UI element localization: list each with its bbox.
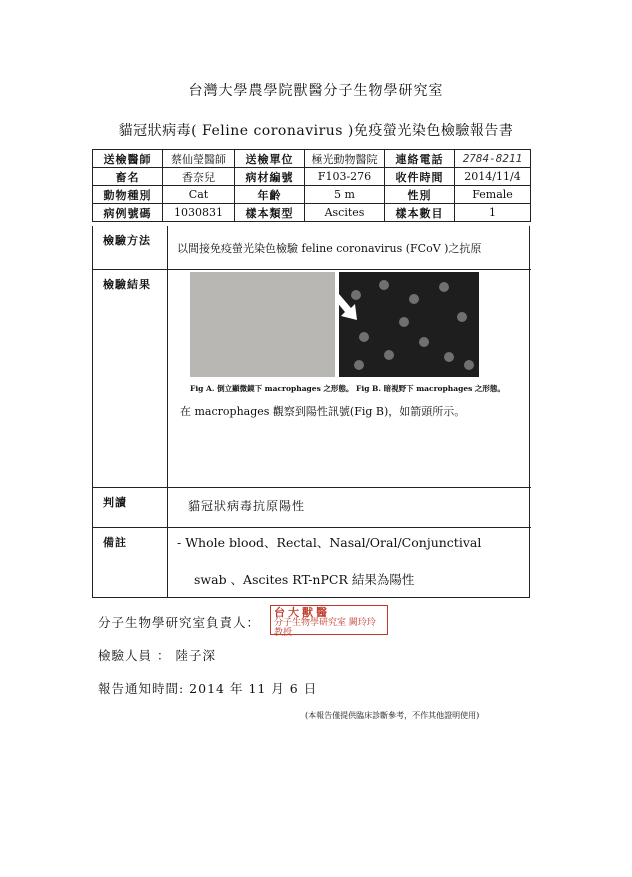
value-species: Cat bbox=[163, 186, 235, 204]
interpretation-text: 貓冠狀病毒抗原陽性 bbox=[188, 499, 306, 513]
value-sex: Female bbox=[455, 186, 531, 204]
inspector: 檢驗人員 ： 陸子深 bbox=[98, 648, 216, 663]
value-case-no: 1030831 bbox=[163, 204, 235, 222]
institution-title: 台灣大學農學院獸醫分子生物學研究室 bbox=[188, 83, 444, 99]
results-label: 檢驗結果 bbox=[103, 278, 151, 291]
label-phone: 連絡電話 bbox=[385, 150, 455, 168]
results-findings: 在 macrophages 觀察到陽性訊號(Fig B)，如箭頭所示。 bbox=[180, 405, 466, 418]
remarks-label: 備註 bbox=[103, 536, 127, 549]
label-species: 動物種別 bbox=[93, 186, 163, 204]
value-sample-id: F103-276 bbox=[305, 168, 385, 186]
micrograph-fig-a bbox=[190, 272, 335, 377]
stamp-line1: 台大獸醫 bbox=[274, 606, 330, 619]
value-age: 5 m bbox=[305, 186, 385, 204]
label-age: 年齡 bbox=[235, 186, 305, 204]
figure-caption: Fig A. 倒立顯微鏡下 macrophages 之形態。 Fig B. 暗視野下 macrophages 之形態。 bbox=[190, 384, 505, 393]
info-row bbox=[93, 186, 531, 204]
arrow-icon bbox=[339, 272, 479, 377]
label-sample-type: 樣本類型 bbox=[235, 204, 305, 222]
label-received: 收件時間 bbox=[385, 168, 455, 186]
interpretation-label: 判讀 bbox=[103, 496, 127, 509]
label-sample-id: 病材編號 bbox=[235, 168, 305, 186]
method-text: 以間接免疫螢光染色檢驗 feline coronavirus (FCoV )之抗原 bbox=[177, 242, 482, 255]
label-sample-count: 樣本數目 bbox=[385, 204, 455, 222]
info-row bbox=[93, 168, 531, 186]
label-vet: 送檢醫師 bbox=[93, 150, 163, 168]
value-received: 2014/11/4 bbox=[455, 168, 531, 186]
value-sample-type: Ascites bbox=[305, 204, 385, 222]
value-sample-count: 1 bbox=[455, 204, 531, 222]
stamp-line2: 分子生物學研究室 闕玲玲教授 bbox=[274, 618, 376, 638]
method-row bbox=[93, 226, 531, 270]
value-pet-name: 香奈兒 bbox=[163, 168, 235, 186]
value-clinic: 極光動物醫院 bbox=[305, 150, 385, 168]
value-vet: 蔡仙瑩醫師 bbox=[163, 150, 235, 168]
value-phone: 2784-8211 bbox=[455, 150, 531, 168]
info-row bbox=[93, 204, 531, 222]
remarks-line2: swab 、Ascites RT-nPCR 結果為陽性 bbox=[194, 572, 415, 587]
report-title: 貓冠狀病毒( Feline coronavirus )免疫螢光染色檢驗報告書 bbox=[118, 123, 514, 139]
interpretation-row bbox=[93, 488, 531, 528]
info-row bbox=[93, 150, 531, 168]
remarks-line1: - Whole blood、Rectal、Nasal/Oral/Conjunctival bbox=[177, 535, 482, 550]
method-label: 檢驗方法 bbox=[103, 234, 151, 247]
label-pet-name: 畜名 bbox=[93, 168, 163, 186]
disclaimer: (本報告僅提供臨床診斷參考，不作其他證明使用) bbox=[305, 711, 480, 720]
label-clinic: 送檢單位 bbox=[235, 150, 305, 168]
official-stamp bbox=[270, 605, 388, 638]
lab-head-label: 分子生物學研究室負責人： bbox=[98, 615, 261, 630]
label-case-no: 病例號碼 bbox=[93, 204, 163, 222]
label-sex: 性別 bbox=[385, 186, 455, 204]
report-date: 報告通知時間: 2014 年 11 月 6 日 bbox=[98, 681, 318, 696]
micrograph-fig-b bbox=[339, 272, 479, 377]
info-table bbox=[92, 149, 531, 222]
